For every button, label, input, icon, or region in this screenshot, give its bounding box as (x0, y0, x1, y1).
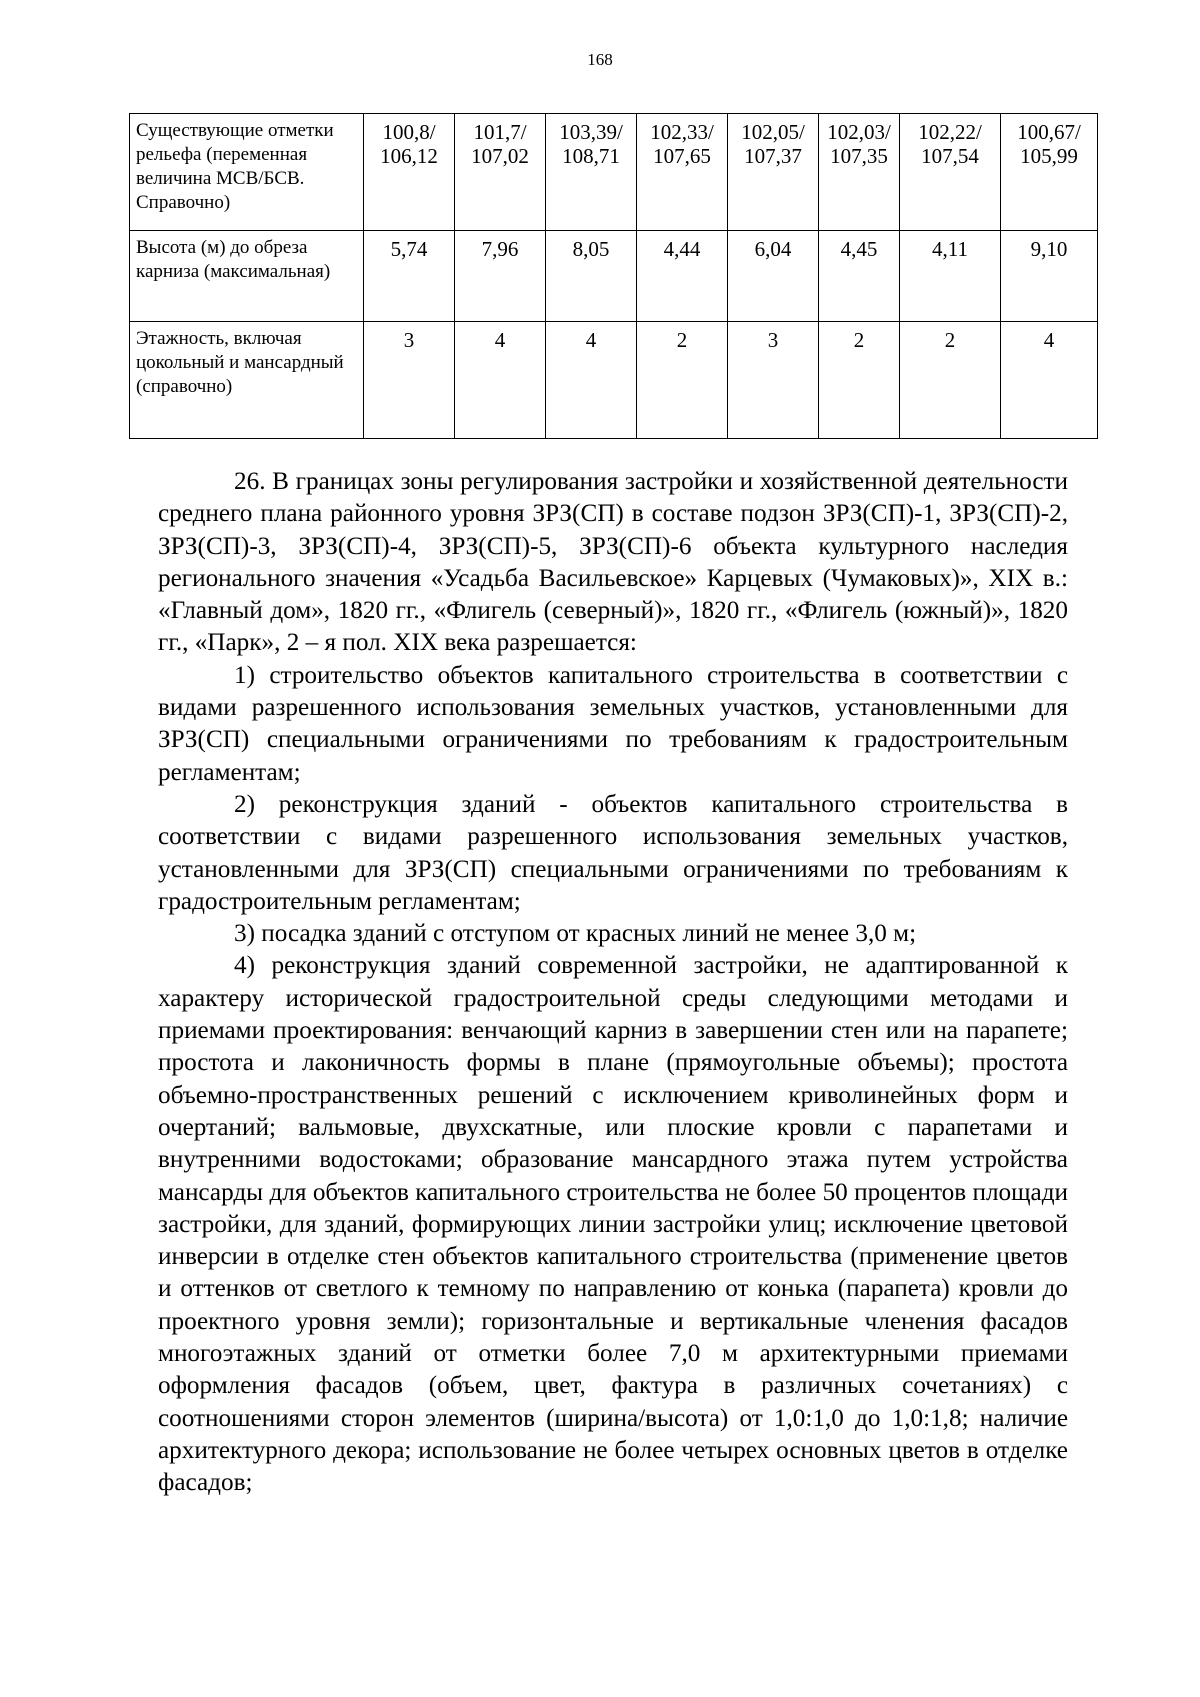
table-cell: 2 (819, 322, 900, 439)
table-row-relief-marks (130, 114, 1098, 231)
table-cell: 4 (455, 322, 546, 439)
row-label: Существующие отметки рельефа (переменная величина МСВ/БСВ. Справочно) (130, 114, 364, 231)
list-item-2: 2) реконструкция зданий - объектов капитального строительства в соответствии с видами разрешенного использования земельных участков, установленными для ЗРЗ(СП) специальными ограничениями по требованиям к градостроительным регламентам; (158, 790, 1068, 915)
table-cell: 4,11 (900, 231, 1001, 322)
list-item-1: 1) строительство объектов капитального строительства в соответствии с видами разрешенного использования земельных участков, установленными для ЗРЗ(СП) специальными ограничениями по требованиям к градостроительным регламентам; (158, 661, 1068, 786)
table-cell: 101,7/ 107,02 (455, 114, 546, 231)
table-row-floors (130, 322, 1098, 439)
table-cell: 8,05 (546, 231, 637, 322)
document-body (158, 466, 1068, 1500)
table-cell: 5,74 (364, 231, 455, 322)
table-cell: 4,45 (819, 231, 900, 322)
table-cell: 2 (900, 322, 1001, 439)
table-cell: 9,10 (1001, 231, 1098, 322)
paragraph-26-intro: 26. В границах зоны регулирования застройки и хозяйственной деятельности среднего плана районного уровня ЗРЗ(СП) в составе подзон ЗРЗ(СП)-1, ЗРЗ(СП)-2, ЗРЗ(СП)-3, ЗРЗ(СП)-4, ЗРЗ(СП)-5, ЗРЗ(СП)-6 объекта культурного наследия регионального значения «Усадьба Васильевское» Карцевых (Чумаковых)», XIX в.: «Главный дом», 1820 гг., «Флигель (северный)», 1820 гг., «Флигель (южный)», 1820 гг., «Парк», 2 – я пол. XIX века разрешается: (158, 468, 1068, 657)
table-cell: 3 (728, 322, 819, 439)
table-cell: 6,04 (728, 231, 819, 322)
parameters-table (129, 113, 1098, 439)
table-cell: 4 (1001, 322, 1098, 439)
table-cell: 2 (637, 322, 728, 439)
table-cell: 102,05/ 107,37 (728, 114, 819, 231)
table-cell: 100,8/ 106,12 (364, 114, 455, 231)
table-cell: 102,22/ 107,54 (900, 114, 1001, 231)
row-label: Высота (м) до обреза карниза (максимальная) (130, 231, 364, 322)
table-cell: 102,33/ 107,65 (637, 114, 728, 231)
table-cell: 100,67/ 105,99 (1001, 114, 1098, 231)
page-number: 168 (587, 50, 613, 69)
table-cell: 3 (364, 322, 455, 439)
row-label: Этажность, включая цокольный и мансардный (справочно) (130, 322, 364, 439)
table-cell: 4,44 (637, 231, 728, 322)
table-cell: 7,96 (455, 231, 546, 322)
table-row-height (130, 231, 1098, 322)
list-item-4: 4) реконструкция зданий современной застройки, не адаптированной к характеру исторической градостроительной среды следующими методами и приемами проектирования: венчающий карниз в завершении стен или на парапете; простота и лаконичность формы в плане (прямоугольные объемы); простота объемно-пространственных решений с исключением криволинейных форм и очертаний; вальмовые, двухскатные, или плоские кровли с парапетами и внутренними водостоками; образование мансардного этажа путем устройства мансарды для объектов капитального строительства не более 50 процентов площади застройки, для зданий, формирующих линии застройки улиц; исключение цветовой инверсии в отделке стен объектов капитального строительства (применение цветов и оттенков от светлого к темному по направлению от конька (парапета) кровли до проектного уровня земли); горизонтальные и вертикальные членения фасадов многоэтажных зданий от отметки более 7,0 м архитектурными приемами оформления фасадов (объем, цвет, фактура в различных сочетаниях) с соотношениями сторон элементов (ширина/высота) от 1,0:1,0 до 1,0:1,8; наличие архитектурного декора; использование не более четырех основных цветов в отделке фасадов; (158, 952, 1068, 1497)
table-cell: 4 (546, 322, 637, 439)
table-cell: 103,39/ 108,71 (546, 114, 637, 231)
list-item-3: 3) посадка зданий с отступом от красных линий не менее 3,0 м; (234, 920, 917, 948)
table-cell: 102,03/ 107,35 (819, 114, 900, 231)
